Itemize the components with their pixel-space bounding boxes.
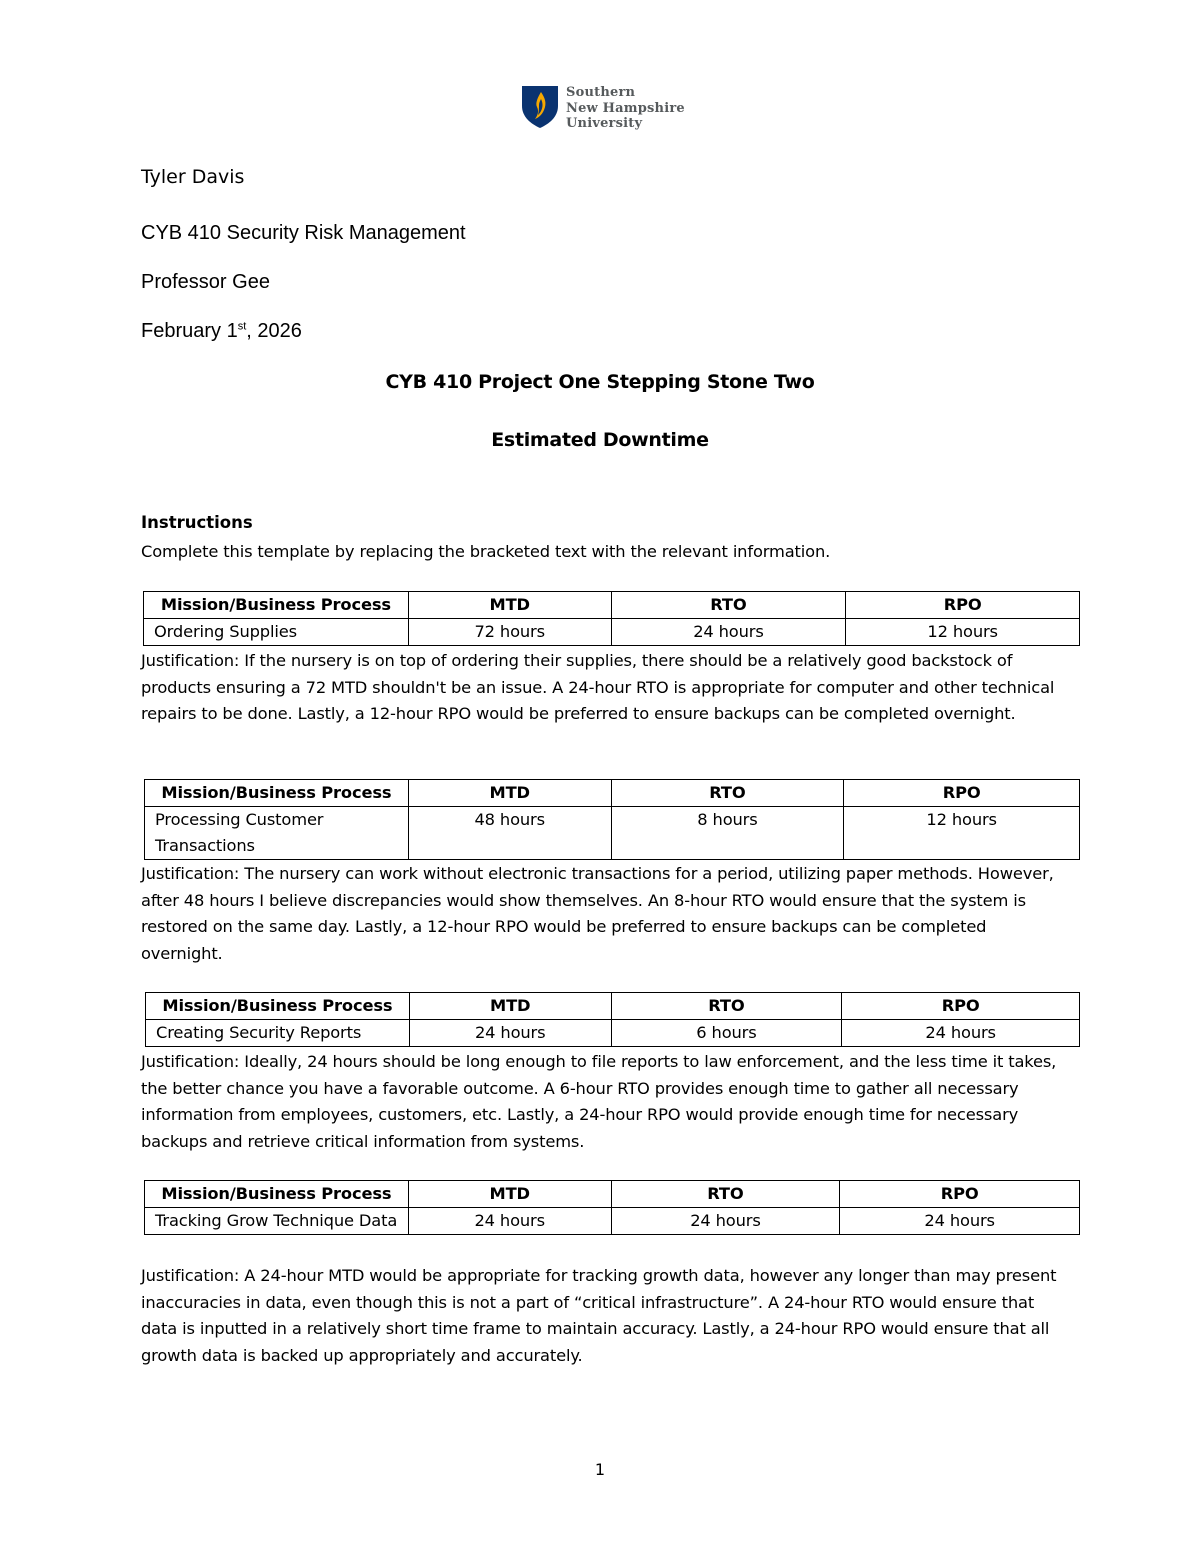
table-header-row — [145, 780, 1080, 807]
rto-value: 6 hours — [611, 1020, 842, 1047]
date-prefix: February 1 — [141, 320, 238, 342]
date-suffix: , 2026 — [246, 320, 302, 342]
mtd-value: 72 hours — [408, 619, 611, 646]
downtime-table-1 — [143, 591, 1080, 646]
justification-3: Justification: Ideally, 24 hours should be long enough to file reports to law enforcement, and the less time it takes, the better chance you have a favorable outcome. A 6-hour RTO provides enough time to gather all necessary information from employees, customers, etc. Lastly, a 24-hour RPO would provide enough time for necessary backups and retrieve critical information from systems. — [141, 1052, 1057, 1151]
process-name: Processing Customer Transactions — [145, 807, 409, 860]
logo-line-3: University — [566, 116, 643, 131]
process-name: Creating Security Reports — [146, 1020, 410, 1047]
mtd-value: 24 hours — [409, 1020, 611, 1047]
header-rto: RTO — [611, 993, 842, 1020]
process-name: Ordering Supplies — [144, 619, 409, 646]
header-rpo: RPO — [840, 1181, 1080, 1208]
header-rpo: RPO — [846, 592, 1080, 619]
justification-2: Justification: The nursery can work without electronic transactions for a period, utilizing paper methods. However, after 48 hours I believe discrepancies would show themselves. An 8-hour RTO would ensure that the system is restored on the same day. Lastly, a 12-hour RPO would be preferred to ensure backups can be completed overnight. — [141, 864, 1054, 963]
document-title: CYB 410 Project One Stepping Stone Two — [385, 371, 815, 393]
table-header-row — [146, 993, 1080, 1020]
page-number: 1 — [594, 1460, 606, 1479]
author-name: Tyler Davis — [141, 166, 245, 188]
header-process: Mission/Business Process — [146, 993, 410, 1020]
downtime-table-2 — [144, 779, 1080, 860]
header-mtd: MTD — [409, 993, 611, 1020]
snhu-shield-flame-icon — [520, 84, 560, 130]
rpo-value: 24 hours — [840, 1208, 1080, 1235]
header-process: Mission/Business Process — [145, 1181, 409, 1208]
rpo-value: 24 hours — [842, 1020, 1080, 1047]
justification-1: Justification: If the nursery is on top of ordering their supplies, there should be a relatively good backstock of products ensuring a 72 MTD shouldn't be an issue. A 24-hour RTO is appropriate for computer and other technical repairs to be done. Lastly, a 12-hour RPO would be preferred to ensure backups can be completed overnight. — [141, 651, 1055, 724]
justification-4: Justification: A 24-hour MTD would be appropriate for tracking growth data, however any longer than may present inaccuracies in data, even though this is not a part of “critical infrastructure”. A 24-hour RTO would ensure that data is inputted in a relatively short time frame to maintain accuracy. Lastly, a 24-hour RPO would ensure that all growth data is backed up appropriately and accurately. — [141, 1266, 1057, 1365]
course-name: CYB 410 Security Risk Management — [141, 222, 466, 244]
header-rpo: RPO — [844, 780, 1080, 807]
downtime-table-4 — [144, 1180, 1080, 1235]
table-row — [146, 1020, 1080, 1047]
instructions-text: Complete this template by replacing the bracketed text with the relevant information. — [141, 542, 831, 561]
instructions-heading: Instructions — [141, 513, 253, 532]
logo-wordmark — [566, 85, 685, 132]
header-rto: RTO — [611, 1181, 840, 1208]
header-process: Mission/Business Process — [144, 592, 409, 619]
header-rto: RTO — [611, 592, 846, 619]
header-rpo: RPO — [842, 993, 1080, 1020]
professor-name: Professor Gee — [141, 271, 270, 293]
logo-line-2: New Hampshire — [566, 100, 685, 116]
table-header-row — [144, 592, 1080, 619]
header-process: Mission/Business Process — [145, 780, 409, 807]
header-mtd: MTD — [408, 592, 611, 619]
header-rto: RTO — [611, 780, 844, 807]
rto-value: 24 hours — [611, 619, 846, 646]
header-mtd: MTD — [408, 780, 611, 807]
date-superscript: st — [237, 320, 247, 333]
logo-line-1: Southern — [566, 85, 636, 100]
header-mtd: MTD — [408, 1181, 611, 1208]
mtd-value: 24 hours — [408, 1208, 611, 1235]
document-subtitle: Estimated Downtime — [491, 429, 709, 451]
process-name: Tracking Grow Technique Data — [145, 1208, 409, 1235]
rto-value: 8 hours — [611, 807, 844, 860]
university-logo — [520, 84, 690, 134]
table-row — [145, 1208, 1080, 1235]
rpo-value: 12 hours — [844, 807, 1080, 860]
table-header-row — [145, 1181, 1080, 1208]
mtd-value: 48 hours — [408, 807, 611, 860]
rto-value: 24 hours — [611, 1208, 840, 1235]
table-row — [145, 807, 1080, 860]
rpo-value: 12 hours — [846, 619, 1080, 646]
document-date — [141, 320, 302, 343]
table-row — [144, 619, 1080, 646]
downtime-table-3 — [145, 992, 1080, 1047]
